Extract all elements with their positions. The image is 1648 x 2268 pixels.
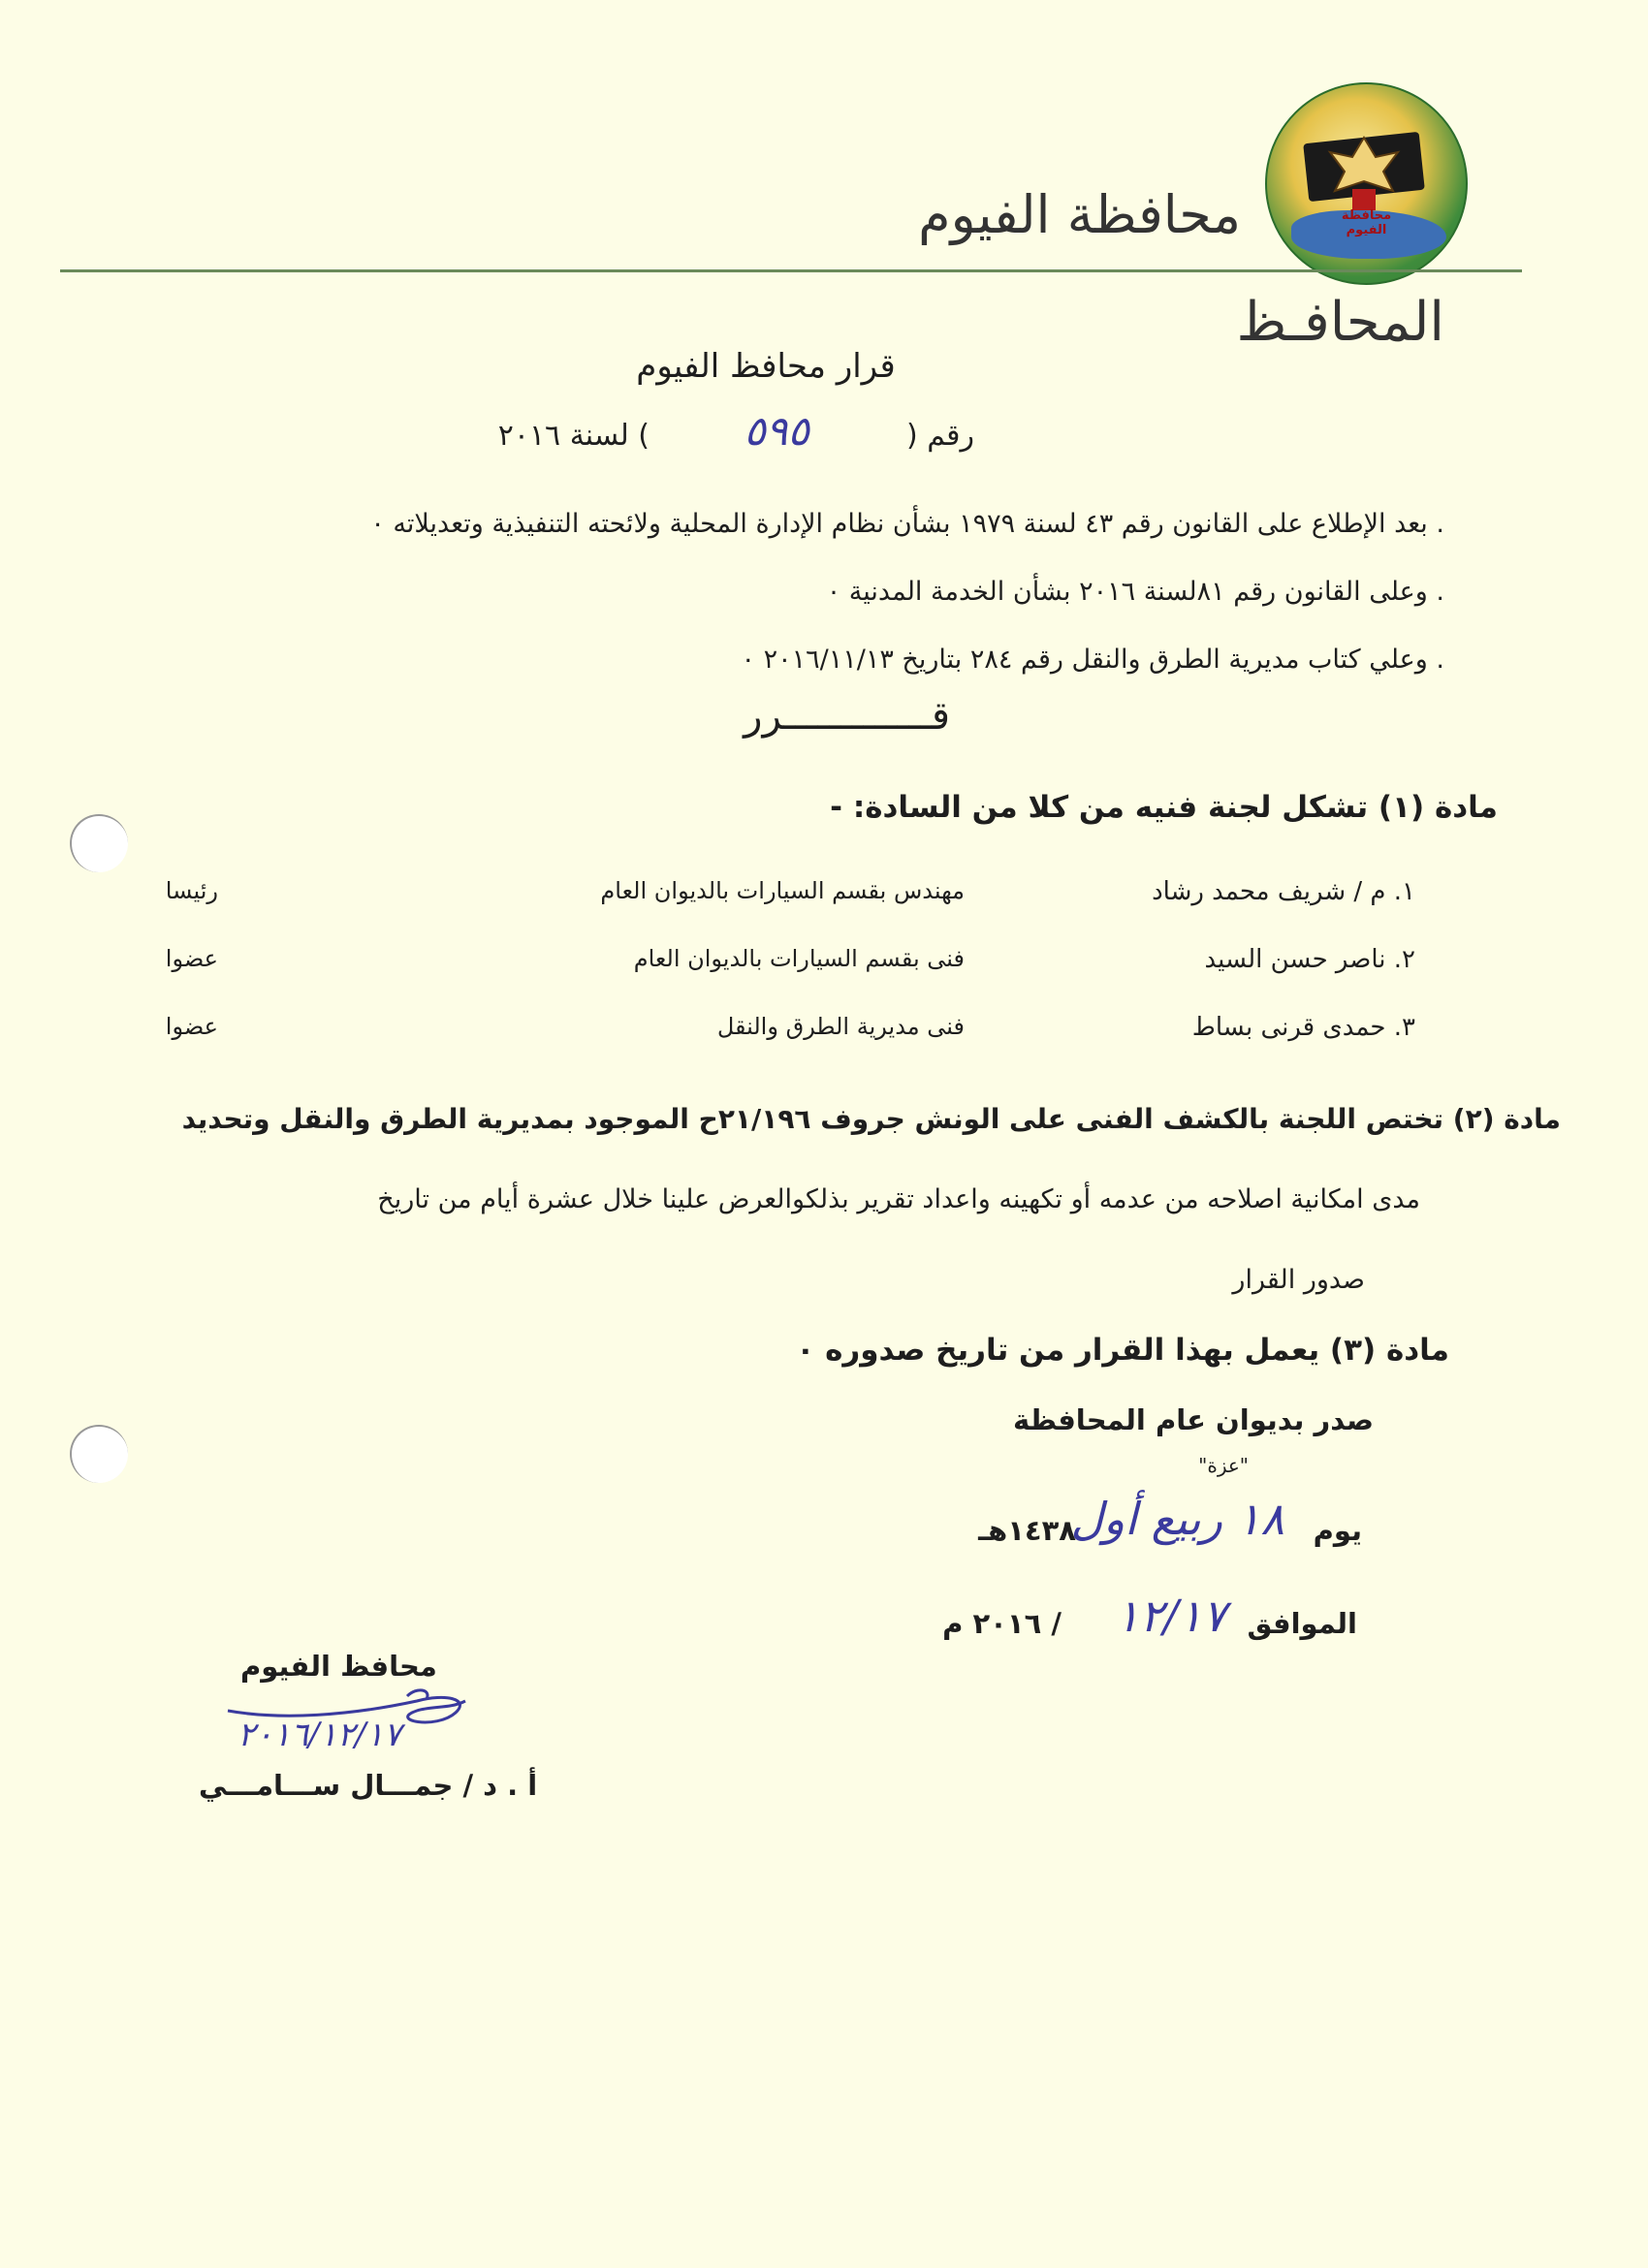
preamble-line: . وعلى القانون رقم ٨١لسنة ٢٠١٦ بشأن الخدمة المدنية ٠ [826, 577, 1444, 607]
handwritten-gregorian-date: ١٢/١٧ [1115, 1590, 1226, 1642]
hijri-day-label: يوم [1313, 1514, 1362, 1547]
logo-text: محافظة الفيوم [1341, 208, 1392, 237]
member-job: مهندس بقسم السيارات بالديوان العام [600, 877, 965, 904]
decision-title: قرار محافظ الفيوم [636, 347, 896, 386]
issued-at: صدر بديوان عام المحافظة [1012, 1403, 1374, 1436]
secretary-initial: "عزة" [1198, 1454, 1249, 1477]
punch-hole [70, 814, 128, 872]
member-name: ٣. حمدى قرنى بساط [1191, 1013, 1415, 1042]
decision-number-label: رقم ( [905, 419, 974, 453]
decision-year: ) لسنة ٢٠١٦ [497, 419, 650, 453]
punch-hole [70, 1425, 128, 1483]
handwritten-hijri-date: ١٨ ربيع أول [1070, 1493, 1284, 1545]
article-2: مادة (٢) تختص اللجنة بالكشف الفنى على الونش جروف ٢١/١٩٦ح الموجود بمديرية الطرق والنقل وتحديد [181, 1103, 1561, 1135]
article-2-continuation: صدور القرار [1232, 1265, 1365, 1295]
header-divider [60, 269, 1522, 272]
gregorian-year: / ٢٠١٦ م [942, 1607, 1062, 1640]
preamble-line: . وعلي كتاب مديرية الطرق والنقل رقم ٢٨٤ بتاريخ ٢٠١٦/١١/١٣ ٠ [741, 645, 1444, 675]
article-3: مادة (٣) يعمل بهذا القرار من تاريخ صدوره ٠ [796, 1333, 1449, 1368]
member-name: ٢. ناصر حسن السيد [1204, 945, 1415, 974]
handwritten-signature-date: ٢٠١٦/١٢/١٧ [238, 1716, 402, 1754]
member-role: رئيسا [165, 877, 218, 904]
member-role: عضوا [165, 1013, 218, 1040]
member-job: فنى بقسم السيارات بالديوان العام [633, 945, 965, 972]
eagle-emblem-icon [1315, 133, 1412, 220]
member-name: ١. م / شريف محمد رشاد [1152, 877, 1415, 906]
handwritten-decision-number: ٥٩٥ [744, 407, 809, 455]
office-title: المحافـظ [1236, 291, 1444, 354]
member-job: فنى مديرية الطرق والنقل [716, 1013, 965, 1040]
decided-heading: قـــــــــــــرر [744, 694, 950, 739]
preamble-line: . بعد الإطلاع على القانون رقم ٤٣ لسنة ١٩٧٩ بشأن نظام الإدارة المحلية ولائحته التنفيذية وتعديلاته ٠ [370, 509, 1444, 539]
member-role: عضوا [165, 945, 218, 972]
signatory-name: أ . د / جمـــال ســـامـــي [199, 1769, 538, 1802]
article-1: مادة (١) تشكل لجنة فنيه من كلا من السادة: - [830, 790, 1498, 825]
gregorian-label: الموافق [1247, 1607, 1357, 1640]
hijri-year: ١٤٣٨هـ [978, 1514, 1076, 1547]
governorate-logo [1265, 82, 1468, 285]
signatory-title: محافظ الفيوم [240, 1650, 437, 1683]
article-2-continuation: مدى امكانية اصلاحه من عدمه أو تكهينه واعداد تقرير بذلكوالعرض علينا خلال عشرة أيام من تاريخ [377, 1184, 1420, 1214]
governorate-name: محافظة الفيوم [918, 184, 1241, 245]
